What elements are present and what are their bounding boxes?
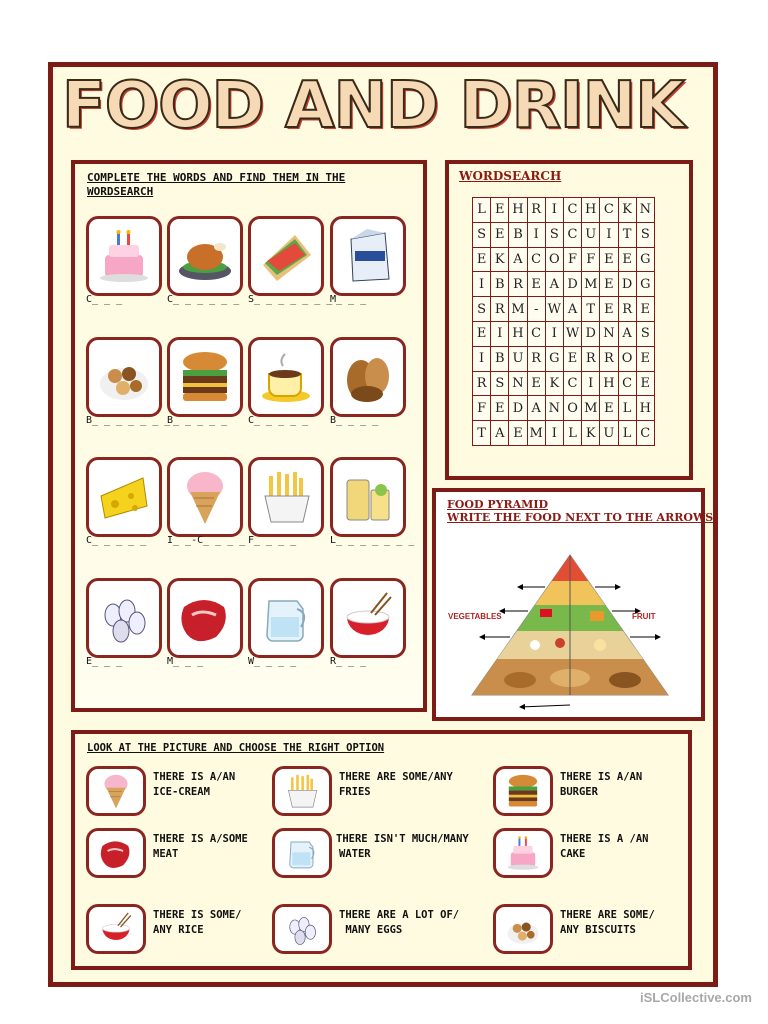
wordsearch-cell[interactable]: N xyxy=(545,396,563,421)
complete-words-heading-line1: COMPLETE THE WORDS AND FIND THEM IN THE xyxy=(87,171,346,184)
eggs-icon xyxy=(280,909,324,949)
wordsearch-cell[interactable]: W xyxy=(563,321,581,346)
wordsearch-cell[interactable]: E xyxy=(527,272,545,297)
wordsearch-cell[interactable]: M xyxy=(582,272,600,297)
word-picture-tile xyxy=(86,578,162,658)
wordsearch-row xyxy=(473,222,655,247)
wordsearch-cell[interactable]: E xyxy=(563,346,581,371)
wordsearch-cell[interactable]: E xyxy=(527,371,545,396)
word-picture-tile xyxy=(330,216,406,296)
wordsearch-cell[interactable]: E xyxy=(491,222,509,247)
ice-cream-icon xyxy=(174,466,236,528)
biscuits-icon xyxy=(501,909,545,949)
wordsearch-cell[interactable]: G xyxy=(636,247,654,272)
wordsearch-cell[interactable]: E xyxy=(600,396,618,421)
wordsearch-cell[interactable]: C xyxy=(527,247,545,272)
wordsearch-cell[interactable]: T xyxy=(473,421,491,446)
word-hint[interactable]: B_ _ _ _ _ _ _ xyxy=(86,415,171,426)
word-picture-tile xyxy=(248,216,324,296)
wordsearch-cell[interactable]: L xyxy=(618,421,636,446)
wordsearch-cell[interactable]: C xyxy=(563,371,581,396)
option-sentence-line2: FRIES xyxy=(339,786,371,798)
wordsearch-cell[interactable]: U xyxy=(582,222,600,247)
option-picture-tile xyxy=(86,828,146,878)
wordsearch-cell[interactable]: B xyxy=(491,272,509,297)
wordsearch-cell[interactable]: N xyxy=(509,371,527,396)
option-sentence-line1[interactable]: THERE ISN'T MUCH/MANY xyxy=(336,833,469,845)
wordsearch-row xyxy=(473,247,655,272)
word-hint[interactable]: B_ _ _ _ _ xyxy=(167,415,228,426)
wordsearch-cell[interactable]: R xyxy=(527,198,545,223)
wordsearch-cell[interactable]: B xyxy=(509,222,527,247)
wordsearch-cell[interactable]: D xyxy=(618,272,636,297)
option-picture-tile xyxy=(493,904,553,954)
burger-icon xyxy=(501,771,545,811)
wordsearch-cell[interactable]: A xyxy=(527,396,545,421)
wordsearch-cell[interactable]: O xyxy=(563,396,581,421)
option-picture-tile xyxy=(493,766,553,816)
wordsearch-cell[interactable]: R xyxy=(582,346,600,371)
word-picture-tile xyxy=(330,337,406,417)
wordsearch-cell[interactable]: E xyxy=(600,247,618,272)
option-sentence-line1[interactable]: THERE ARE A LOT OF/ xyxy=(339,909,460,921)
wordsearch-cell[interactable]: A xyxy=(545,272,563,297)
wordsearch-cell[interactable]: E xyxy=(636,297,654,322)
wordsearch-cell[interactable]: C xyxy=(618,371,636,396)
wordsearch-cell[interactable]: I xyxy=(473,272,491,297)
option-sentence-line1[interactable]: THERE IS A/AN xyxy=(560,771,643,783)
wordsearch-cell[interactable]: E xyxy=(491,396,509,421)
wordsearch-cell[interactable]: A xyxy=(491,421,509,446)
wordsearch-cell[interactable]: T xyxy=(582,297,600,322)
wordsearch-cell[interactable]: F xyxy=(563,247,581,272)
wordsearch-cell[interactable]: H xyxy=(582,198,600,223)
wordsearch-cell[interactable]: N xyxy=(636,198,654,223)
word-picture-tile xyxy=(330,457,406,537)
sandwich-icon xyxy=(255,225,317,287)
wordsearch-cell[interactable]: I xyxy=(545,421,563,446)
wordsearch-cell[interactable]: R xyxy=(618,297,636,322)
burger-icon xyxy=(174,346,236,408)
option-picture-tile xyxy=(272,828,332,878)
word-hint[interactable]: C_ _ _ _ _ xyxy=(86,535,147,546)
wordsearch-cell[interactable]: L xyxy=(563,421,581,446)
option-sentence-line2: MEAT xyxy=(153,848,179,860)
option-picture-tile xyxy=(86,766,146,816)
wordsearch-cell[interactable]: D xyxy=(563,272,581,297)
water-icon xyxy=(280,833,324,873)
wordsearch-cell[interactable]: E xyxy=(636,371,654,396)
word-hint[interactable]: M_ _ _ xyxy=(167,656,204,667)
wordsearch-cell[interactable]: S xyxy=(491,371,509,396)
option-sentence-line2: CAKE xyxy=(560,848,586,860)
word-hint[interactable]: C_ _ _ _ _ xyxy=(248,415,309,426)
word-picture-tile xyxy=(86,337,162,417)
wordsearch-cell[interactable]: A xyxy=(509,247,527,272)
word-hint[interactable]: E_ _ _ xyxy=(86,656,123,667)
word-hint[interactable]: W_ _ _ _ xyxy=(248,656,297,667)
word-hint[interactable]: B_ _ _ _ xyxy=(330,415,379,426)
coffee-icon xyxy=(255,346,317,408)
option-sentence-line2: BURGER xyxy=(560,786,598,798)
wordsearch-row xyxy=(473,321,655,346)
wordsearch-cell[interactable]: K xyxy=(545,371,563,396)
wordsearch-cell[interactable]: F xyxy=(582,247,600,272)
wordsearch-cell[interactable]: K xyxy=(618,198,636,223)
wordsearch-cell[interactable]: M xyxy=(527,421,545,446)
fries-icon xyxy=(255,466,317,528)
fries-icon xyxy=(280,771,324,811)
wordsearch-cell[interactable]: E xyxy=(618,247,636,272)
wordsearch-cell[interactable]: K xyxy=(582,421,600,446)
option-sentence-line1[interactable]: THERE IS A/AN xyxy=(153,771,236,783)
food-pyramid-heading: FOOD PYRAMID xyxy=(447,498,549,511)
option-picture-tile xyxy=(493,828,553,878)
wordsearch-cell[interactable]: A xyxy=(563,297,581,322)
wordsearch-cell[interactable]: - xyxy=(527,297,545,322)
wordsearch-row xyxy=(473,371,655,396)
wordsearch-cell[interactable]: L xyxy=(473,198,491,223)
lemonade-icon xyxy=(337,466,399,528)
meat-icon xyxy=(174,587,236,649)
word-picture-tile xyxy=(248,578,324,658)
wordsearch-cell[interactable]: C xyxy=(563,198,581,223)
word-hint[interactable]: F_ _ _ _ xyxy=(248,535,297,546)
bread-icon xyxy=(337,346,399,408)
wordsearch-cell[interactable]: I xyxy=(582,371,600,396)
word-picture-tile xyxy=(248,337,324,417)
wordsearch-cell[interactable]: B xyxy=(491,346,509,371)
wordsearch-cell[interactable]: G xyxy=(545,346,563,371)
wordsearch-cell[interactable]: I xyxy=(527,222,545,247)
wordsearch-cell[interactable]: O xyxy=(545,247,563,272)
ice-cream-icon xyxy=(94,771,138,811)
word-picture-tile xyxy=(248,457,324,537)
word-hint[interactable]: C_ _ _ xyxy=(86,294,123,305)
word-picture-tile xyxy=(86,457,162,537)
wordsearch-cell[interactable]: E xyxy=(491,198,509,223)
wordsearch-cell[interactable]: E xyxy=(473,247,491,272)
word-picture-tile xyxy=(167,216,243,296)
wordsearch-cell[interactable]: S xyxy=(473,297,491,322)
word-picture-tile xyxy=(167,457,243,537)
option-picture-tile xyxy=(272,766,332,816)
wordsearch-cell[interactable]: T xyxy=(618,222,636,247)
wordsearch-cell[interactable]: N xyxy=(600,321,618,346)
word-picture-tile xyxy=(167,578,243,658)
cake-icon xyxy=(501,833,545,873)
biscuits-icon xyxy=(93,346,155,408)
wordsearch-cell[interactable]: I xyxy=(491,321,509,346)
wordsearch-row xyxy=(473,272,655,297)
option-sentence-line1[interactable]: THERE IS A/SOME xyxy=(153,833,248,845)
word-picture-tile xyxy=(86,216,162,296)
wordsearch-row xyxy=(473,396,655,421)
wordsearch-cell[interactable]: D xyxy=(509,396,527,421)
water-icon xyxy=(255,587,317,649)
wordsearch-cell[interactable]: S xyxy=(545,222,563,247)
wordsearch-cell[interactable]: M xyxy=(582,396,600,421)
wordsearch-cell[interactable]: C xyxy=(527,321,545,346)
rice-icon xyxy=(337,587,399,649)
food-pyramid-illustration xyxy=(440,545,700,715)
choose-option-heading: LOOK AT THE PICTURE AND CHOOSE THE RIGHT OPTION xyxy=(87,742,385,754)
wordsearch-cell[interactable]: R xyxy=(473,371,491,396)
wordsearch-cell[interactable]: I xyxy=(600,222,618,247)
word-hint[interactable]: L_ _ _ _ _ _ _ xyxy=(330,535,415,546)
cake-icon xyxy=(93,225,155,287)
complete-words-heading-line2: WORDSEARCH xyxy=(87,185,154,198)
wordsearch-cell[interactable]: A xyxy=(618,321,636,346)
wordsearch-cell[interactable]: I xyxy=(473,346,491,371)
footer-credit: iSLCollective.com xyxy=(640,990,752,1005)
option-sentence-line2: WATER xyxy=(339,848,371,860)
wordsearch-cell[interactable]: S xyxy=(636,222,654,247)
milk-icon xyxy=(337,225,399,287)
option-sentence-line2: ANY RICE xyxy=(153,924,204,936)
wordsearch-grid xyxy=(472,197,655,446)
option-sentence-line2: ANY BISCUITS xyxy=(560,924,636,936)
meat-icon xyxy=(94,833,138,873)
food-pyramid-instruction: WRITE THE FOOD NEXT TO THE ARROWS xyxy=(447,511,714,524)
wordsearch-cell[interactable]: H xyxy=(509,321,527,346)
wordsearch-cell[interactable]: R xyxy=(491,297,509,322)
option-sentence-line1[interactable]: THERE IS SOME/ xyxy=(153,909,242,921)
wordsearch-cell[interactable]: E xyxy=(473,321,491,346)
wordsearch-cell[interactable]: C xyxy=(600,198,618,223)
wordsearch-cell[interactable]: O xyxy=(618,346,636,371)
wordsearch-cell[interactable]: C xyxy=(636,421,654,446)
word-hint[interactable]: C_ _ _ _ _ _ xyxy=(167,294,240,305)
option-sentence-line2: MANY EGGS xyxy=(339,924,403,936)
wordsearch-cell[interactable]: I xyxy=(545,198,563,223)
wordsearch-cell[interactable]: C xyxy=(563,222,581,247)
wordsearch-cell[interactable]: H xyxy=(600,371,618,396)
wordsearch-cell[interactable]: I xyxy=(545,321,563,346)
wordsearch-cell[interactable]: S xyxy=(636,321,654,346)
wordsearch-cell[interactable]: R xyxy=(600,346,618,371)
wordsearch-cell[interactable]: F xyxy=(473,396,491,421)
wordsearch-cell[interactable]: M xyxy=(509,297,527,322)
wordsearch-row xyxy=(473,421,655,446)
word-picture-tile xyxy=(330,578,406,658)
wordsearch-cell[interactable]: E xyxy=(600,272,618,297)
wordsearch-cell[interactable]: K xyxy=(491,247,509,272)
vegetables-label: VEGETABLES xyxy=(448,612,502,621)
wordsearch-cell[interactable]: E xyxy=(509,421,527,446)
wordsearch-row xyxy=(473,198,655,223)
word-hint[interactable]: R_ _ _ xyxy=(330,656,367,667)
wordsearch-cell[interactable]: W xyxy=(545,297,563,322)
wordsearch-cell[interactable]: S xyxy=(473,222,491,247)
rice-icon xyxy=(94,909,138,949)
option-sentence-line1[interactable]: THERE ARE SOME/ANY xyxy=(339,771,453,783)
worksheet-title: FOOD AND DRINK xyxy=(62,69,684,143)
eggs-icon xyxy=(93,587,155,649)
wordsearch-row xyxy=(473,297,655,322)
word-hint[interactable]: I_ _-C_ _ _ _ xyxy=(167,535,246,546)
wordsearch-heading: WORDSEARCH xyxy=(459,169,562,183)
wordsearch-cell[interactable]: H xyxy=(509,198,527,223)
chicken-icon xyxy=(174,225,236,287)
word-hint[interactable]: S_ _ _ _ _ _ _ xyxy=(248,294,333,305)
wordsearch-cell[interactable]: R xyxy=(527,346,545,371)
wordsearch-cell[interactable]: R xyxy=(509,272,527,297)
word-picture-tile xyxy=(167,337,243,417)
option-sentence-line1[interactable]: THERE IS A /AN xyxy=(560,833,649,845)
wordsearch-cell[interactable]: G xyxy=(636,272,654,297)
cheese-icon xyxy=(93,466,155,528)
option-sentence-line1[interactable]: THERE ARE SOME/ xyxy=(560,909,655,921)
option-picture-tile xyxy=(86,904,146,954)
wordsearch-cell[interactable]: U xyxy=(600,421,618,446)
wordsearch-cell[interactable]: H xyxy=(636,396,654,421)
wordsearch-cell[interactable]: U xyxy=(509,346,527,371)
wordsearch-cell[interactable]: L xyxy=(618,396,636,421)
wordsearch-row xyxy=(473,346,655,371)
option-picture-tile xyxy=(272,904,332,954)
word-hint[interactable]: M_ _ _ xyxy=(330,294,367,305)
wordsearch-cell[interactable]: E xyxy=(636,346,654,371)
option-sentence-line2: ICE-CREAM xyxy=(153,786,210,798)
wordsearch-cell[interactable]: D xyxy=(582,321,600,346)
wordsearch-cell[interactable]: E xyxy=(600,297,618,322)
fruit-label: FRUIT xyxy=(632,612,656,621)
